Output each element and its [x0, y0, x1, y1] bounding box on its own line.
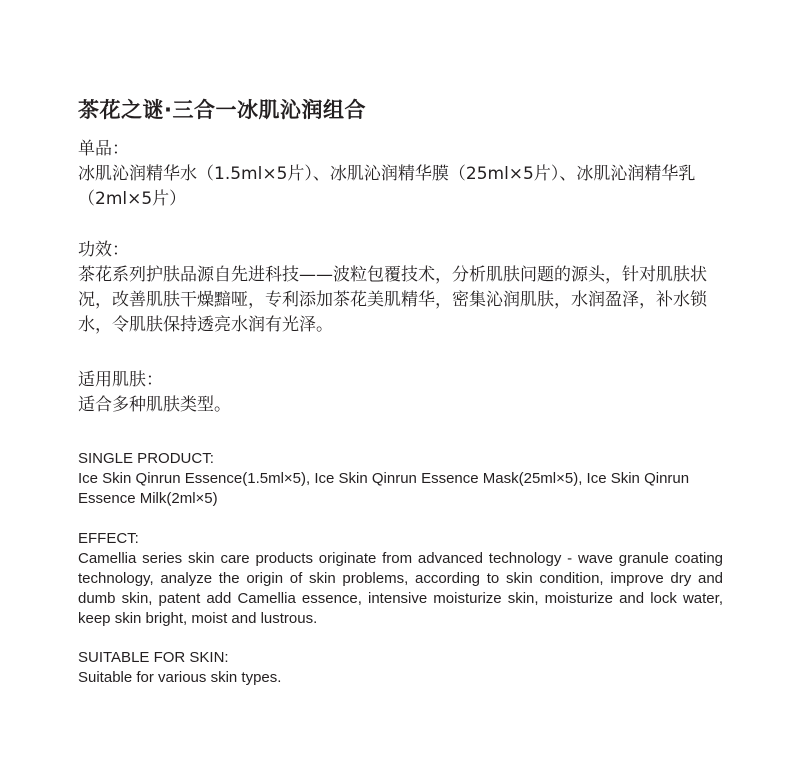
- zh-effect-text: 茶花系列护肤品源自先进科技——波粒包覆技术，分析肌肤问题的源头，针对肌肤状况，改善肌肤干燥黯哑，专利添加茶花美肌精华，密集沁润肌肤，水润盈泽，补水锁水，令肌肤保持透亮水润有光泽。: [78, 265, 707, 335]
- en-effect-label: EFFECT:: [78, 530, 139, 547]
- zh-suitable-skin-label: 适用肌肤：: [78, 370, 163, 390]
- zh-single-product-text: 冰肌沁润精华水（1.5ml×5片）、冰肌沁润精华膜（25ml×5片）、冰肌沁润精华乳（2ml×5片）: [78, 164, 696, 209]
- zh-suitable-skin-section: [78, 368, 723, 418]
- en-single-product-section: [78, 449, 723, 509]
- zh-effect-section: [78, 238, 723, 338]
- page-title: 茶花之谜·三合一冰肌沁润组合: [78, 98, 366, 123]
- zh-suitable-skin-text: 适合多种肌肤类型。: [78, 395, 231, 415]
- en-single-product-text: Ice Skin Qinrun Essence(1.5ml×5), Ice Skin Qinrun Essence Mask(25ml×5), Ice Skin Qinrun Essence Milk(2ml×5): [78, 470, 690, 507]
- en-suitable-skin-section: [78, 648, 723, 688]
- zh-single-product-section: [78, 137, 723, 212]
- en-effect-section: [78, 529, 723, 629]
- zh-effect-label: 功效：: [78, 240, 129, 260]
- en-suitable-skin-text: Suitable for various skin types.: [78, 669, 282, 686]
- zh-single-product-label: 单品：: [78, 139, 129, 159]
- en-effect-text: Camellia series skin care products originate from advanced technology - wave granule coating technology, analyze the origin of skin problems, according to skin condition, improve dry and dumb skin, patent add Camellia essence, intensive moisturize skin, moisturize and lock water, keep skin bright, moist and lustrous.: [78, 550, 723, 627]
- en-single-product-label: SINGLE PRODUCT:: [78, 450, 214, 467]
- en-suitable-skin-label: SUITABLE FOR SKIN:: [78, 649, 229, 666]
